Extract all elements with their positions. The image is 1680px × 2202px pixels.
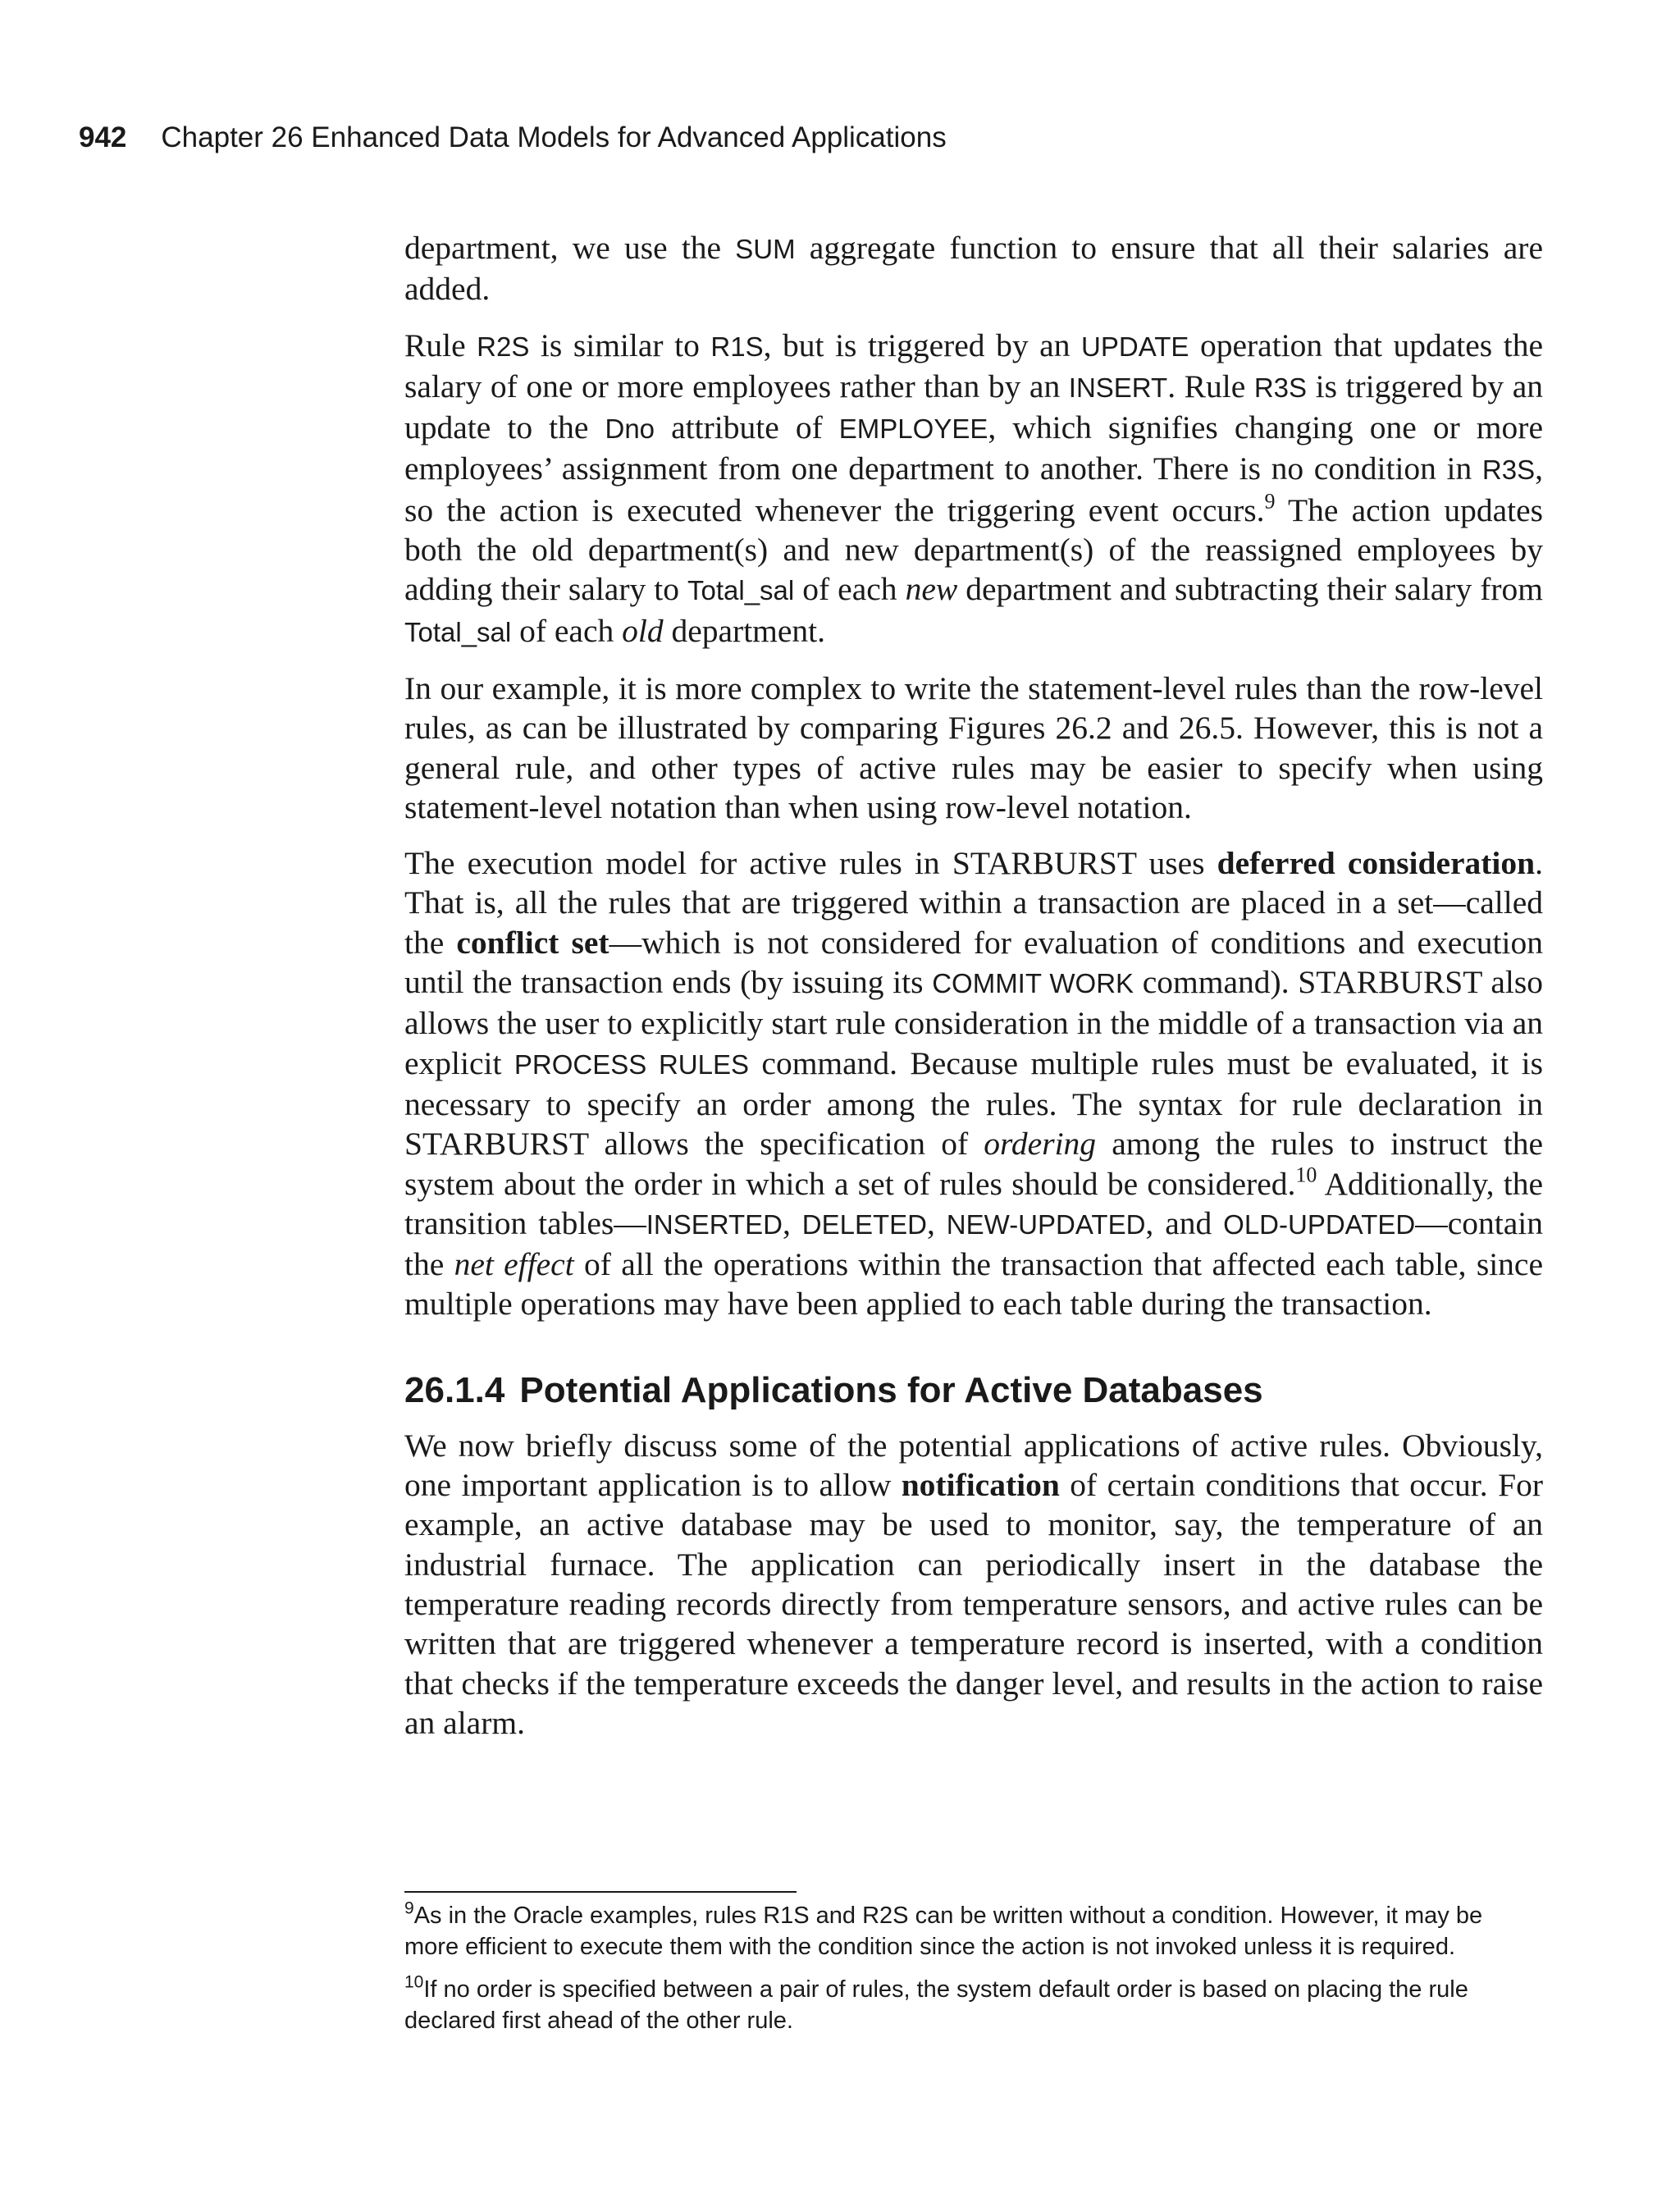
code-term: COMMIT WORK <box>932 968 1134 999</box>
code-term: EMPLOYEE <box>838 413 988 445</box>
footnote-mark: 9 <box>404 1898 414 1918</box>
text-run: is triggered by an update to the <box>404 368 1543 446</box>
text-run: department. <box>663 612 826 649</box>
text-run: , and <box>1145 1204 1224 1241</box>
code-term: SUM <box>735 234 796 264</box>
text-run: command). STARBURST also allows the user to explicitly start rule consideration in the middle of a transaction via an explicit <box>404 964 1544 1081</box>
text-run: is similar to <box>529 327 711 363</box>
paragraph-statement-level: In our example, it is more complex to write the statement-level rules than the row-level rules, as can be illustrated by comparing Figures 26.2 and 26.5. However, this is not a general rule, and other types of active rules may be easier to specify when using statement-level notation than when using row-level notation. <box>404 669 1543 825</box>
footnote-mark: 10 <box>404 1972 424 1992</box>
code-term: OLD-UPDATED <box>1223 1208 1416 1240</box>
code-term: Dno <box>605 413 655 445</box>
chapter-title: Chapter 26 Enhanced Data Models for Advanced Applications <box>161 121 947 153</box>
code-term: R3S <box>1481 455 1536 486</box>
running-head <box>79 121 947 154</box>
text-run: among the rules to instruct the system about the order in which a set of rules should be considered. <box>404 1126 1543 1202</box>
text-run: department, we use the <box>404 230 736 266</box>
footnote-text: If no order is specified between a pair of rules, the system default order is based on placing the rule declared first ahead of the other rule. <box>404 1976 1468 2034</box>
footnote-text: As in the Oracle examples, rules R1S and R2S can be written without a condition. However, it may be more efficient to execute them with the condition since the action is not invoked unless it is required. <box>404 1903 1483 1960</box>
italic-term: net effect <box>454 1246 574 1283</box>
text-run: —which is not considered for evaluation of conditions and execution until the transaction ends (by issuing its <box>404 924 1543 1001</box>
footnote-9 <box>404 1900 1543 1962</box>
code-term: UPDATE <box>1081 331 1189 362</box>
text-run: We now briefly discuss some of the potential applications of active rules. Obviously, one important application is to allow <box>404 1427 1543 1504</box>
section-number: 26.1.4 <box>404 1369 505 1410</box>
paragraph-rule-r2s-r3s <box>404 326 1543 652</box>
code-term: NEW-UPDATED <box>946 1208 1146 1240</box>
footnote-10 <box>404 1974 1543 2036</box>
text-run: The execution model for active rules in STARBURST uses <box>404 845 1217 882</box>
footnote-ref-9: 9 <box>1264 489 1276 514</box>
code-term: Total_sal <box>404 616 512 647</box>
page-number: 942 <box>79 121 127 153</box>
code-term: R2S <box>477 331 530 362</box>
code-term: PROCESS RULES <box>514 1048 749 1080</box>
code-term: R3S <box>1253 372 1308 403</box>
italic-term: new <box>905 571 958 608</box>
paragraph-applications <box>404 1426 1543 1743</box>
text-run: . That is, all the rules that are triggered within a transaction are placed in a set—called the <box>404 845 1543 961</box>
code-term: R1S <box>710 331 764 362</box>
bold-term: deferred consideration <box>1217 845 1536 882</box>
section-title: Potential Applications for Active Databases <box>519 1369 1263 1410</box>
code-term: DELETED <box>801 1208 928 1240</box>
footnotes <box>404 1900 1543 2048</box>
text-run: of certain conditions that occur. For example, an active database may be used to monitor, say, the temperature of an industrial furnace. The application can periodically insert in the database the temperature reading records directly from temperature sensors, and active rules can be written that are triggered whenever a temperature record is inserted, with a condition that checks if the temperature exceeds the danger level, and results in the action to raise an alarm. <box>404 1467 1543 1741</box>
text-run: , <box>783 1204 802 1241</box>
paragraph-execution-model <box>404 843 1543 1324</box>
text-run: Rule <box>404 327 477 363</box>
text-run: Additionally, the transition tables— <box>404 1165 1543 1241</box>
text-run: —contain the <box>404 1204 1543 1283</box>
bold-term: notification <box>901 1467 1060 1504</box>
text-run: of each <box>511 612 623 649</box>
italic-term: ordering <box>984 1126 1097 1163</box>
text-run: aggregate function to ensure that all their salaries are added. <box>404 230 1543 308</box>
bold-term: conflict set <box>456 924 609 961</box>
text-run: department and subtracting their salary from <box>957 571 1544 608</box>
text-run: , <box>927 1204 947 1241</box>
code-term: INSERT <box>1068 372 1168 403</box>
code-term: Total_sal <box>687 575 795 606</box>
italic-term: old <box>622 612 664 649</box>
footnote-divider <box>404 1891 797 1893</box>
footnote-ref-10: 10 <box>1295 1162 1317 1186</box>
text-run: of each <box>794 571 906 608</box>
body-text <box>404 228 1543 1759</box>
text-run: . Rule <box>1167 368 1254 404</box>
text-run: attribute of <box>655 409 839 446</box>
text-run: operation that updates the salary of one or more employees rather than by an <box>404 327 1543 404</box>
paragraph-sum-aggregate <box>404 228 1543 309</box>
text-run: , which signifies changing one or more employees’ assignment from one department to another. There is no condition in <box>404 409 1543 487</box>
text-run: of all the operations within the transaction that affected each table, since multiple operations may have been applied to each table during the transaction. <box>404 1246 1543 1323</box>
text-run: The action updates both the old department(s) and new department(s) of the reassigned employees by adding their salary to <box>404 491 1543 608</box>
section-heading <box>404 1368 1543 1413</box>
code-term: INSERTED <box>646 1208 783 1240</box>
text-run: command. Because multiple rules must be evaluated, it is necessary to specify an order among the rules. The syntax for rule declaration in STARBURST allows the specification of <box>404 1044 1543 1163</box>
text-run: , but is triggered by an <box>763 327 1082 363</box>
text-run: , so the action is executed whenever the triggering event occurs. <box>404 450 1543 528</box>
